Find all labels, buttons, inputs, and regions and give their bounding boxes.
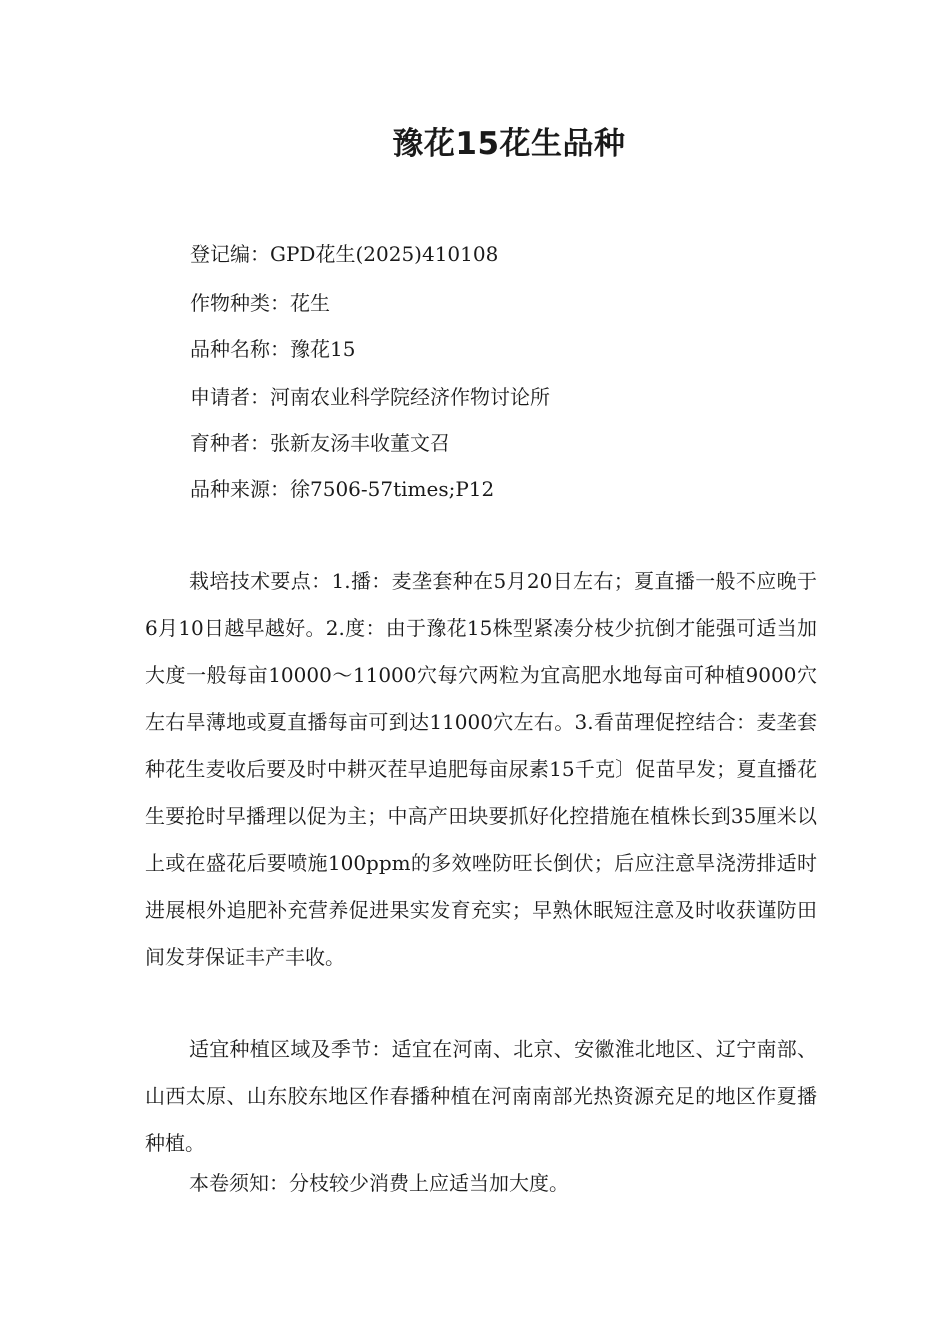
breeder: 育种者：张新友汤丰收董文召 <box>190 431 450 455</box>
notice-paragraph: 本卷须知：分枝较少消费上应适当加大度。 <box>189 1171 569 1195</box>
document-title: 豫花15花生品种 <box>392 126 626 162</box>
region-paragraph: 适宜种植区域及季节：适宜在河南、北京、安徽淮北地区、辽宁南部、山西太原、山东胶东地区作春播种植在河南南部光热资源充足的地区作夏播种植。 <box>145 1037 817 1155</box>
registration-number: 登记编：GPD花生(2025)410108 <box>190 242 499 266</box>
variety-source: 品种来源：徐7506-57times;P12 <box>190 477 495 501</box>
cultivation-paragraph: 栽培技术要点：1.播：麦垄套种在5月20日左右；夏直播一般不应晚于6月10日越早越好。2.度：由于豫花15株型紧凑分枝少抗倒才能强可适当加大度一般每亩10000～11000穴每穴两粒为宜高肥水地每亩可种植9000穴左右旱薄地或夏直播每亩可到达11000穴左右。3.看苗理促控结合：麦垄套种花生麦收后要及时中耕灭茬早追肥每亩尿素15千克〕促苗早发；夏直播花生要抢时早播理以促为主；中高产田块要抓好化控措施在植株长到35厘米以上或在盛花后要喷施100ppm的多效唑防旺长倒伏；后应注意旱浇涝排适时进展根外追肥补充营养促进果实发育充实；早熟休眠短注意及时收获谨防田间发芽保证丰产丰收。 <box>145 569 817 969</box>
variety-name: 品种名称：豫花15 <box>190 337 356 361</box>
crop-type: 作物种类：花生 <box>190 291 330 315</box>
applicant: 申请者：河南农业科学院经济作物讨论所 <box>190 385 550 409</box>
